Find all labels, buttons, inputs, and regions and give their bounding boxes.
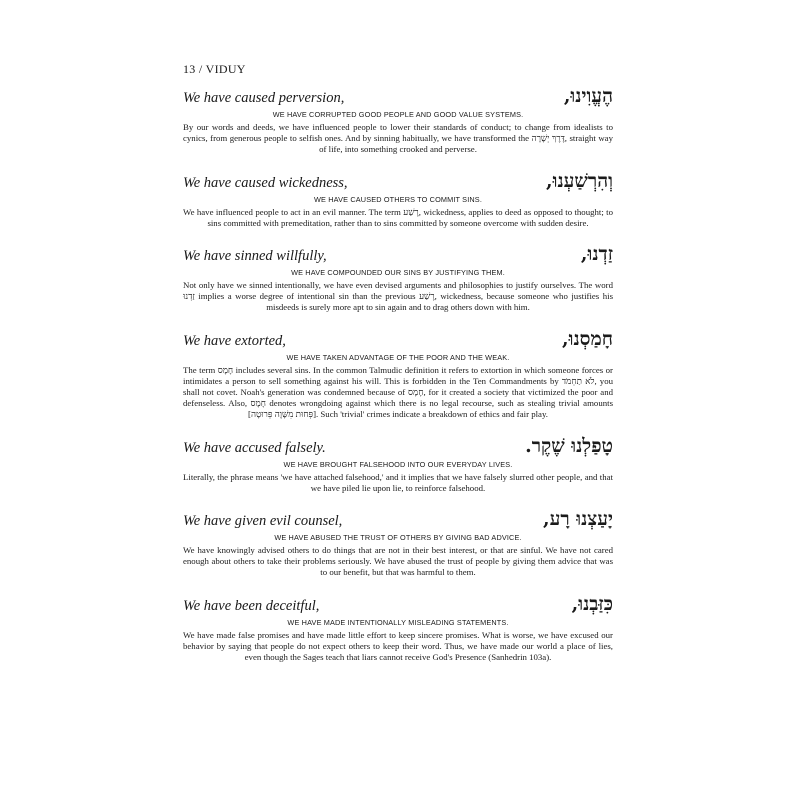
entry-title-english: We have been deceitful,	[183, 597, 320, 614]
entry-body: We have influenced people to act in an evil manner. The term רֶשַׁע, wickedness, applies to deed as opposed to thought; to sins committed with premeditation, rather than to sins committed by someone overcome with sudden desire.	[183, 206, 613, 228]
entry-title-hebrew: הֶעֱוִינוּ,	[563, 85, 613, 107]
entry-title-hebrew: כִּזַּבְנוּ,	[571, 592, 613, 615]
entry-wickedness	[183, 170, 613, 229]
entry-heading	[183, 508, 613, 530]
entry-title-hebrew: זַדְנוּ,	[580, 243, 613, 266]
entry-title-english: We have accused falsely.	[183, 439, 326, 456]
entry-body: The term חָמָס includes several sins. In the common Talmudic definition it refers to extortion in which someone forces or intimidates a person to sell something against his will. This is forbidden in the Ten Commandments by לֹא תַחְמֹד, you shall not covet. Noah's generation was condemned because of חָמָס, for it created a society that victimized the poor and defenseless. Also, חָמָס denotes wrongdoing against which there is no legal recourse, such as stealing trivial amounts [פְּחוּת מִשָּׁוֶה פְּרוּטָה]. Such 'trivial' crimes indicate a breakdown of ethics and fair play.	[183, 364, 613, 420]
entry-heading	[183, 85, 613, 107]
entry-willful	[183, 243, 613, 314]
entry-subheading: WE HAVE BROUGHT FALSEHOOD INTO OUR EVERYDAY LIVES.	[283, 459, 513, 469]
entry-body: We have made false promises and have made little effort to keep sincere promises. What is worse, we have excused our behavior by saying that people do not expect others to keep their word. Thus, we have made our world a place of lies, even though the Sages teach that liars cannot receive God's Presence (Sanhedrin 103a).	[183, 629, 613, 663]
entry-title-english: We have extorted,	[183, 332, 286, 349]
entry-subheading: WE HAVE CAUSED OTHERS TO COMMIT SINS.	[314, 194, 482, 204]
entry-heading	[183, 435, 613, 457]
page-header: 13 / VIDUY	[183, 62, 246, 76]
entry-subheading: WE HAVE ABUSED THE TRUST OF OTHERS BY GIVING BAD ADVICE.	[274, 533, 522, 543]
entry-deceitful	[183, 593, 613, 664]
entry-title-hebrew: יָעַצְנוּ רָע,	[542, 508, 613, 531]
entry-heading	[183, 243, 613, 265]
entry-subheading: WE HAVE COMPOUNDED OUR SINS BY JUSTIFYING THEM.	[291, 268, 505, 278]
entry-heading	[183, 593, 613, 615]
entry-title-english: We have caused wickedness,	[183, 174, 348, 191]
entry-heading	[183, 328, 613, 350]
entry-subheading: WE HAVE TAKEN ADVANTAGE OF THE POOR AND THE WEAK.	[286, 352, 510, 362]
document-page	[183, 62, 613, 677]
entry-title-english: We have caused perversion,	[183, 90, 345, 106]
entry-accused-falsely	[183, 435, 613, 494]
entry-body: Literally, the phrase means 'we have attached falsehood,' and it implies that we have falsely slurred other people, and that we have piled lie upon lie, to reinforce falsehood.	[183, 471, 613, 493]
entry-perversion	[183, 85, 613, 156]
entry-body: We have knowingly advised others to do things that are not in their best interest, or that are sinful. We have not cared enough about others to take their problems seriously. We have abused the trust of people by giving them advice that was to our benefit, but that was harmful to them.	[183, 545, 613, 578]
entry-extorted	[183, 328, 613, 421]
entry-subheading: WE HAVE MADE INTENTIONALLY MISLEADING STATEMENTS.	[287, 617, 509, 627]
entry-body: Not only have we sinned intentionally, we have even devised arguments and philosophies to justify ourselves. The word זַדְנוּ implies a worse degree of intentional sin than the previous רֶשַׁע, wickedness, because someone who justifies his misdeeds is surely more apt to sin again and to drag others down with him.	[183, 280, 613, 313]
entry-title-english: We have given evil counsel,	[183, 513, 343, 530]
entry-title-hebrew: טָפַלְנוּ שֶׁקֶר.	[525, 434, 613, 457]
entry-title-english: We have sinned willfully,	[183, 248, 327, 265]
entry-title-hebrew: וְהִרְשַׁעְנוּ,	[546, 169, 613, 192]
entry-subheading: WE HAVE CORRUPTED GOOD PEOPLE AND GOOD VALUE SYSTEMS.	[272, 110, 524, 119]
entry-evil-counsel	[183, 508, 613, 579]
entry-heading	[183, 170, 613, 192]
entry-body: By our words and deeds, we have influenced people to lower their standards of conduct; to change from idealists to cynics, from generous people to selfish ones. And by sinning habitually, we have transformed the דֶּרֶךְ יְשָׁרָה, straight way of life, into something crooked and perverse.	[183, 122, 613, 155]
entry-title-hebrew: חָמַסְנוּ,	[562, 327, 613, 350]
